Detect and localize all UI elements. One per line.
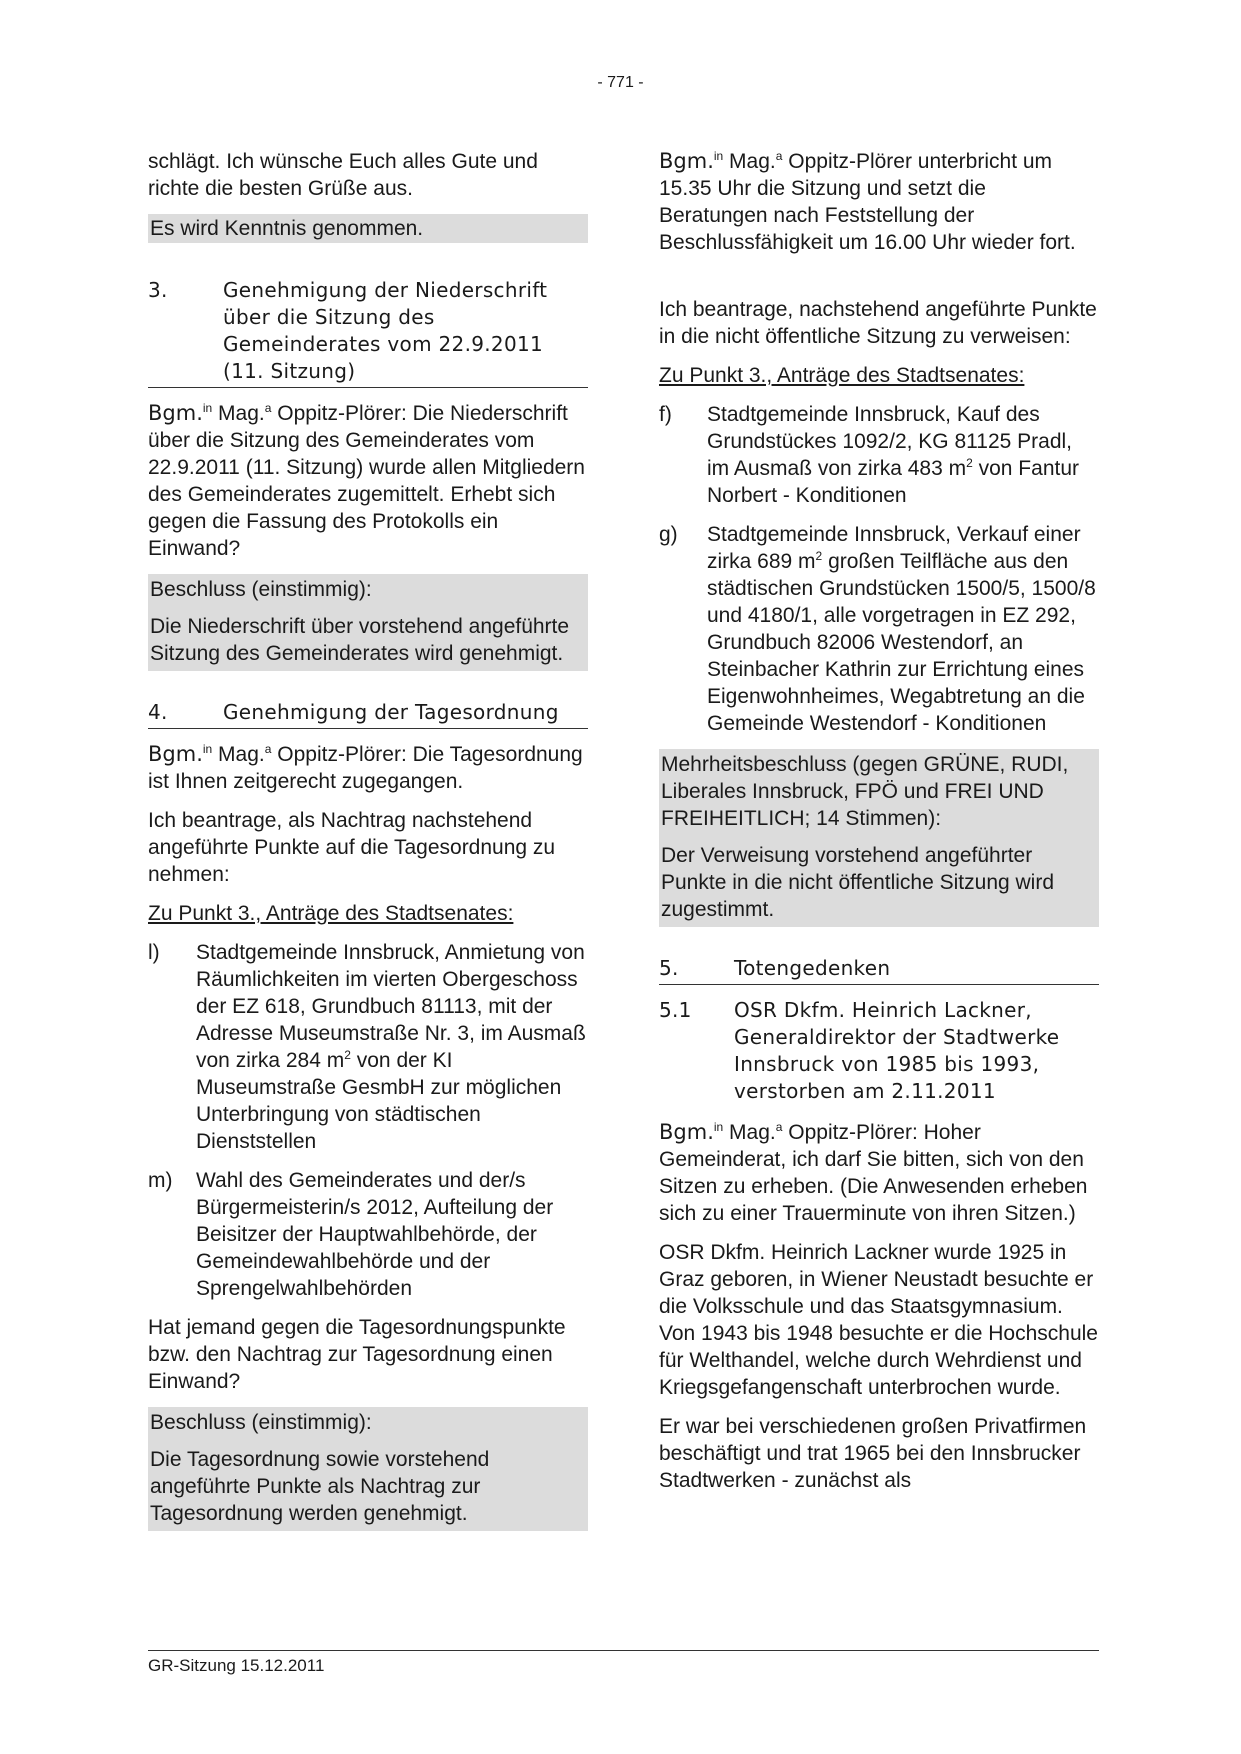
item-text: Stadtgemeinde Innsbruck, Kauf des Grundstückes 1092/2, KG 81125 Pradl, im Ausmaß von zirka 483 $m^2$ von Fantur Norbert - Konditionen — [707, 403, 1080, 507]
paragraph: Bgm.$^{in}$ Mag.$^a$ Oppitz-Plörer unterbricht um 15.35 Uhr die Sitzung und setzt die Beratungen nach Feststellung der Beschlussfähigkeit um 16.00 Uhr wieder fort. — [659, 149, 1076, 254]
item-label: f) — [659, 403, 672, 426]
right-column — [659, 148, 1099, 1506]
paragraph: Er war bei verschiedenen großen Privatfirmen beschäftigt und trat 1965 bei den Innsbrucker Stadtwerken - zunächst als — [659, 1415, 1087, 1492]
resolution-box — [148, 1407, 588, 1531]
paragraph: Ich beantrage, nachstehend angeführte Punkte in die nicht öffentliche Sitzung zu verweisen: — [659, 298, 1097, 348]
left-column — [148, 148, 588, 1531]
footer-divider — [148, 1650, 1099, 1651]
section-3-heading — [148, 277, 588, 388]
page-number: - 771 - — [597, 74, 644, 91]
item-text: Stadtgemeinde Innsbruck, Anmietung von Räumlichkeiten im vierten Obergeschoss der EZ 618, Grundbuch 81113, mit der Adresse Museumstraße Nr. 3, im Ausmaß von zirka 284 $m^2$ von der KI Museumstraße GesmbH zur möglichen Unterbringung von städtischen Dienststellen — [196, 941, 586, 1153]
resolution-text: Die Tagesordnung sowie vorstehend angeführte Punkte als Nachtrag zur Tagesordnung werden genehmigt. — [150, 1448, 490, 1525]
resolution-label: Beschluss (einstimmig): — [150, 578, 372, 601]
footer-text: GR-Sitzung 15.12.2011 — [148, 1656, 325, 1675]
kenntnis-note: Es wird Kenntnis genommen. — [148, 214, 588, 243]
paragraph: OSR Dkfm. Heinrich Lackner wurde 1925 in Graz geboren, in Wiener Neustadt besuchte er die Volksschule und das Staatsgymnasium. Von 1943 bis 1948 besuchte er die Hochschule für Welthandel, welche durch Wehrdienst und Kriegsgefangenschaft unterbrochen wurde. — [659, 1241, 1098, 1399]
paragraph: schlägt. Ich wünsche Euch alles Gute und richte die besten Grüße aus. — [148, 150, 538, 200]
section-number: 3. — [148, 278, 168, 302]
paragraph: Hat jemand gegen die Tagesordnungspunkte bzw. den Nachtrag zur Tagesordnung einen Einwand? — [148, 1316, 566, 1393]
paragraph: Bgm.$^{in}$ Mag.$^a$ Oppitz-Plörer: Die Niederschrift über die Sitzung des Gemeinderates vom 22.9.2011 (11. Sitzung) wurde allen Mitgliedern des Gemeinderates zugemittelt. Erhebt sich gegen die Fassung des Protokolls ein Einwand? — [148, 401, 585, 560]
paragraph: Bgm.$^{in}$ Mag.$^a$ Oppitz-Plörer: Hoher Gemeinderat, ich darf Sie bitten, sich von den Sitzen zu erheben. (Die Anwesenden erheben sich zu einer Trauerminute von ihren Sitzen.) — [659, 1120, 1088, 1225]
list-item — [148, 1167, 588, 1302]
list-item — [659, 401, 1099, 509]
section-5-heading — [659, 955, 1099, 985]
resolution-box — [148, 574, 588, 671]
resolution-label: Beschluss (einstimmig): — [150, 1411, 372, 1434]
list-item — [148, 939, 588, 1155]
section-title: Totengedenken — [734, 956, 891, 980]
resolution-text: Die Niederschrift über vorstehend angeführte Sitzung des Gemeinderates wird genehmigt. — [150, 615, 570, 665]
section-number: 5. — [659, 956, 679, 980]
section-title: Genehmigung der Tagesordnung — [223, 700, 559, 724]
resolution-box — [659, 749, 1099, 927]
subheading: Zu Punkt 3., Anträge des Stadtsenates: — [659, 364, 1025, 387]
list-item — [659, 521, 1099, 737]
item-label: l) — [148, 941, 160, 964]
paragraph: Ich beantrage, als Nachtrag nachstehend angeführte Punkte auf die Tagesordnung zu nehmen: — [148, 809, 556, 886]
section-number: 4. — [148, 700, 168, 724]
section-title: OSR Dkfm. Heinrich Lackner, Generaldirektor der Stadtwerke Innsbruck von 1985 bis 1993, verstorben am 2.11.2011 — [734, 998, 1060, 1103]
section-title: Genehmigung der Niederschrift über die Sitzung des Gemeinderates vom 22.9.2011 (11. Sitzung) — [223, 278, 548, 383]
item-label: m) — [148, 1169, 173, 1192]
resolution-text: Der Verweisung vorstehend angeführter Punkte in die nicht öffentliche Sitzung wird zugestimmt. — [661, 844, 1055, 921]
section-4-heading — [148, 699, 588, 729]
section-number: 5.1 — [659, 998, 692, 1022]
item-text: Stadtgemeinde Innsbruck, Verkauf einer zirka 689 $m^2$ großen Teilfläche aus den städtischen Grundstücken 1500/5, 1500/8 und 4180/1, alle vorgetragen in EZ 292, Grundbuch 82006 Westendorf, an Steinbacher Kathrin zur Errichtung eines Eigenwohnheimes, Wegabtretung an die Gemeinde Westendorf - Konditionen — [707, 523, 1096, 735]
section-5-1-heading — [659, 997, 1099, 1107]
item-text: Wahl des Gemeinderates und der/s Bürgermeisterin/s 2012, Aufteilung der Beisitzer der Hauptwahlbehörde, der Gemeindewahlbehörde und der Sprengelwahlbehörden — [196, 1169, 554, 1300]
resolution-label: Mehrheitsbeschluss (gegen GRÜNE, RUDI, Liberales Innsbruck, FPÖ und FREI UND FREIHEITLICH; 14 Stimmen): — [661, 753, 1069, 830]
paragraph: Bgm.$^{in}$ Mag.$^a$ Oppitz-Plörer: Die Tagesordnung ist Ihnen zeitgerecht zugegangen. — [148, 742, 583, 793]
item-label: g) — [659, 523, 678, 546]
subheading: Zu Punkt 3., Anträge des Stadtsenates: — [148, 902, 514, 925]
